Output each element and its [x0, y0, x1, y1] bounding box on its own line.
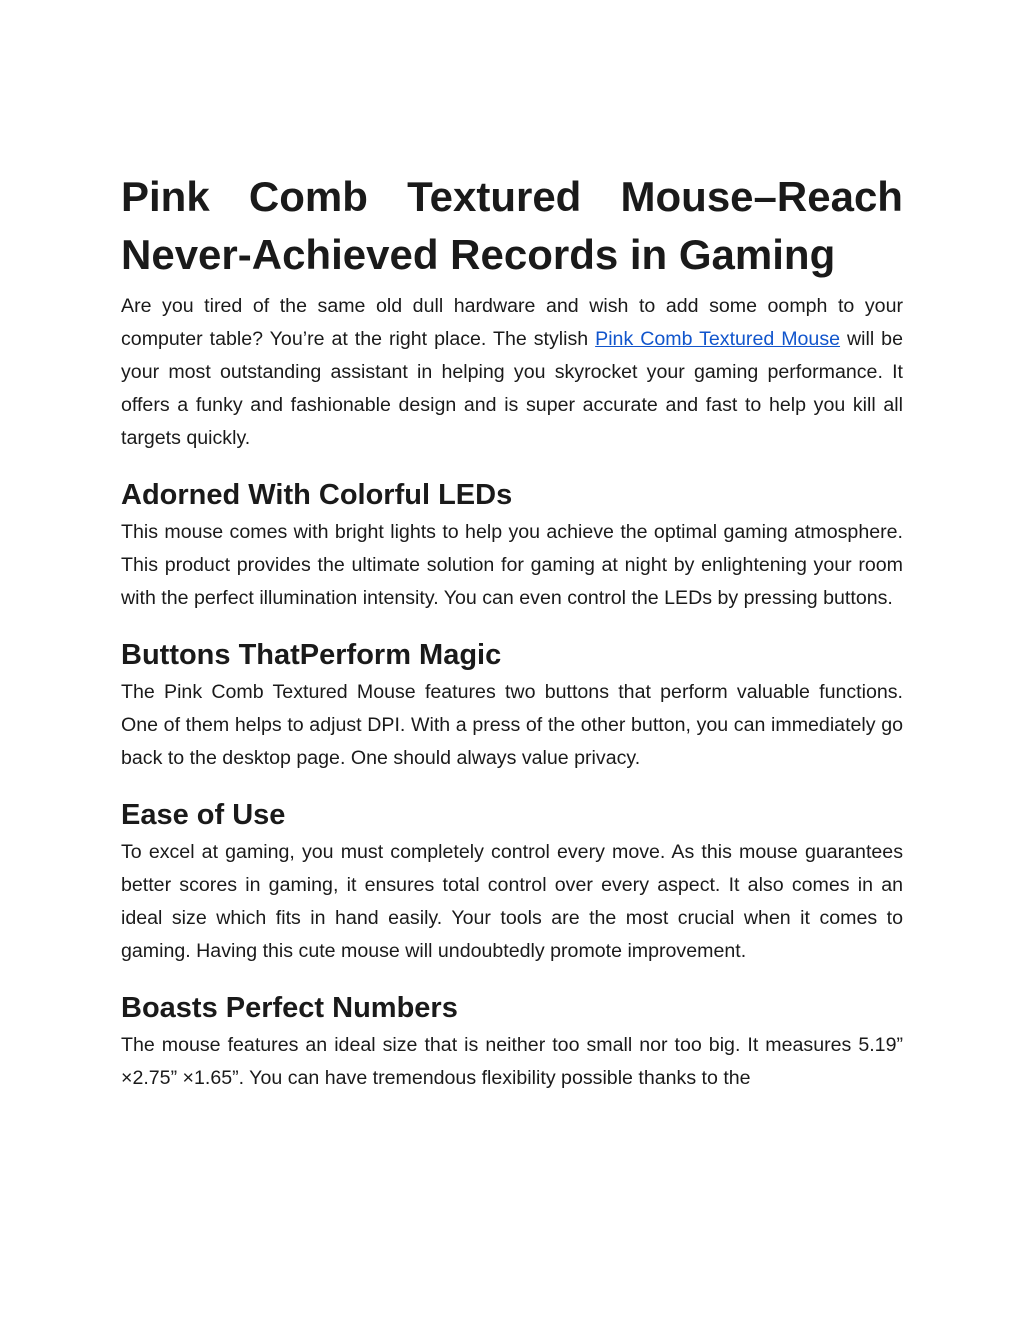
title-word: Textured — [407, 173, 582, 220]
intro-text-before: Are you tired of the same old dull hardware and wish to add some oomph to your computer table? You’re at the right place. The stylish — [121, 295, 903, 350]
title-line-1 — [121, 168, 903, 226]
section-body-ease-of-use: To excel at gaming, you must completely control every move. As this mouse guarantees better scores in gaming, it ensures total control over every aspect. It also comes in an ideal size which fits in hand easily. Your tools are the most crucial when it comes to gaming. Having this cute mouse will undoubtedly promote improvement. — [121, 841, 903, 962]
document-page — [121, 168, 903, 1095]
section-heading-numbers: Boasts Perfect Numbers — [121, 992, 458, 1024]
intro-paragraph — [121, 290, 903, 455]
page-title — [121, 168, 903, 284]
section-body-leds: This mouse comes with bright lights to help you achieve the optimal gaming atmosphere. This product provides the ultimate solution for gaming at night by enlightening your room with the perfect illumination intensity. You can even control the LEDs by pressing buttons. — [121, 521, 903, 609]
section-heading-buttons: Buttons ThatPerform Magic — [121, 639, 502, 671]
title-word: Comb — [248, 173, 368, 220]
title-line-2: Never-Achieved Records in Gaming — [121, 231, 836, 278]
section-heading-leds: Adorned With Colorful LEDs — [121, 479, 513, 511]
section-body-numbers: The mouse features an ideal size that is neither too small nor too big. It measures 5.19” ×2.75” ×1.65”. You can have tremendous flexibility possible thanks to the — [121, 1034, 903, 1089]
intro-text-after: will be your most outstanding assistant in helping you skyrocket your gaming performance. It offers a funky and fashionable design and is super accurate and fast to help you kill all targets quickly. — [121, 328, 903, 449]
section-body-buttons: The Pink Comb Textured Mouse features two buttons that perform valuable functions. One of them helps to adjust DPI. With a press of the other button, you can immediately go back to the desktop page. One should always value privacy. — [121, 681, 903, 769]
section-heading-ease-of-use: Ease of Use — [121, 799, 286, 831]
title-word: Pink — [121, 173, 210, 220]
product-link[interactable]: Pink Comb Textured Mouse — [595, 328, 841, 350]
title-word: Mouse–Reach — [620, 173, 903, 220]
